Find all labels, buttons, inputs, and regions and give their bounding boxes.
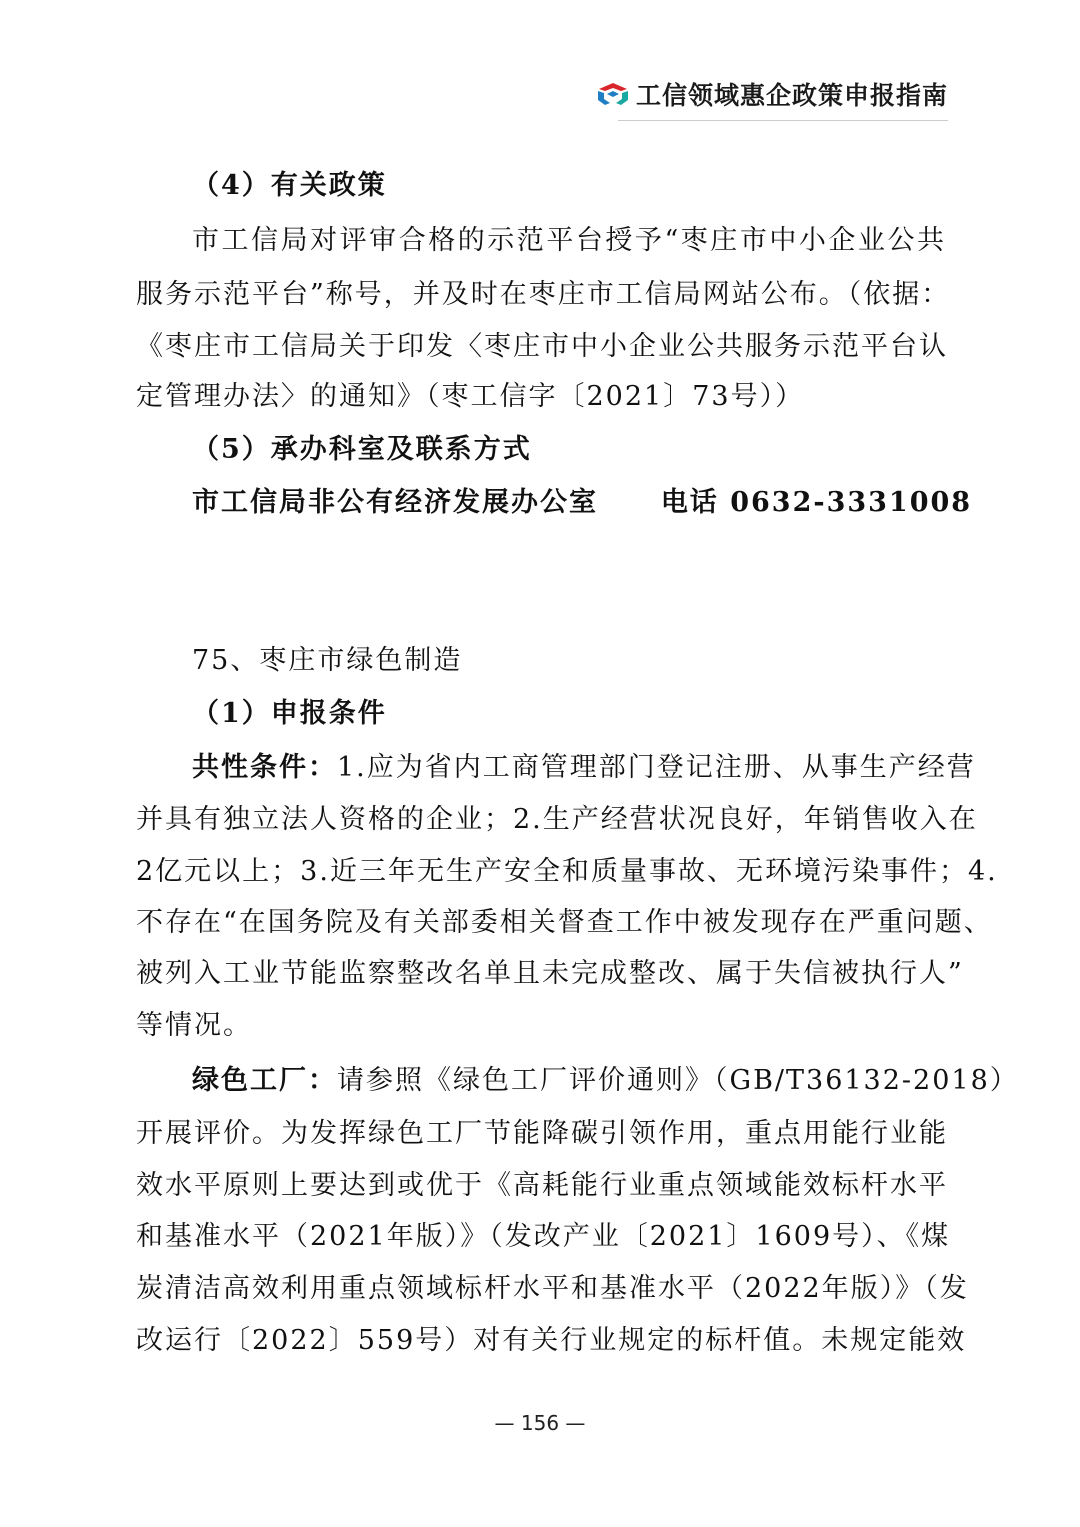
sec4-line-2: 服务示范平台”称号，并及时在枣庄市工信局网站公布。（依据： bbox=[136, 279, 951, 310]
green-line-4: 和基准水平（2021年版）》（发改产业〔2021〕1609号）、《煤 bbox=[136, 1221, 951, 1252]
common-conditions-text: 1.应为省内工商管理部门登记注册、从事生产经营 bbox=[337, 752, 976, 783]
office-phone: 电话 0632-3331008 bbox=[660, 487, 973, 518]
page-number: — 156 — bbox=[494, 1411, 586, 1435]
common-conditions-label: 共性条件： bbox=[192, 752, 337, 783]
common-line-4: 不存在“在国务院及有关部委相关督查工作中被发现存在严重问题、 bbox=[136, 907, 993, 938]
green-factory-label: 绿色工厂： bbox=[192, 1065, 337, 1096]
section-5-heading: （5）承办科室及联系方式 bbox=[192, 434, 532, 465]
section-4-heading: （4）有关政策 bbox=[192, 170, 387, 201]
sec4-line-1: 市工信局对评审合格的示范平台授予“枣庄市中小企业公共 bbox=[192, 225, 946, 256]
office-name: 市工信局非公有经济发展办公室 bbox=[192, 487, 598, 518]
sec4-line-3: 《枣庄市工信局关于印发〈枣庄市中小企业公共服务示范平台认 bbox=[136, 331, 948, 362]
green-line-3: 效水平原则上要达到或优于《高耗能行业重点领域能效标杆水平 bbox=[136, 1170, 948, 1201]
common-line-2: 并具有独立法人资格的企业；2.生产经营状况良好，年销售收入在 bbox=[136, 804, 978, 835]
header-title: 工信领域惠企政策申报指南 bbox=[635, 81, 948, 110]
page-header bbox=[596, 76, 948, 112]
green-factory-text: 请参照《绿色工厂评价通则》（GB/T36132-2018） bbox=[337, 1065, 1019, 1096]
contact-line bbox=[192, 483, 973, 523]
green-line-5: 炭清洁高效利用重点领域标杆水平和基准水平（2022年版）》（发 bbox=[136, 1273, 969, 1304]
common-line-3: 2亿元以上；3.近三年无生产安全和质量事故、无环境污染事件；4. bbox=[136, 856, 998, 887]
item-75-sub1: （1）申报条件 bbox=[192, 698, 387, 729]
common-conditions-first-line bbox=[192, 748, 976, 788]
common-line-5: 被列入工业节能监察整改名单且未完成整改、属于失信被执行人” bbox=[136, 958, 964, 989]
common-line-6: 等情况。 bbox=[136, 1010, 252, 1041]
header-rule bbox=[618, 120, 948, 121]
arrows-logo-icon bbox=[596, 80, 630, 108]
sec4-line-4: 定管理办法〉的通知》（枣工信字〔2021〕73号）） bbox=[136, 381, 805, 412]
green-factory-first-line bbox=[192, 1061, 1019, 1101]
green-line-6: 改运行〔2022〕559号）对有关行业规定的标杆值。未规定能效 bbox=[136, 1325, 967, 1356]
item-75-title: 75、枣庄市绿色制造 bbox=[192, 645, 463, 676]
green-line-2: 开展评价。为发挥绿色工厂节能降碳引领作用，重点用能行业能 bbox=[136, 1118, 948, 1149]
